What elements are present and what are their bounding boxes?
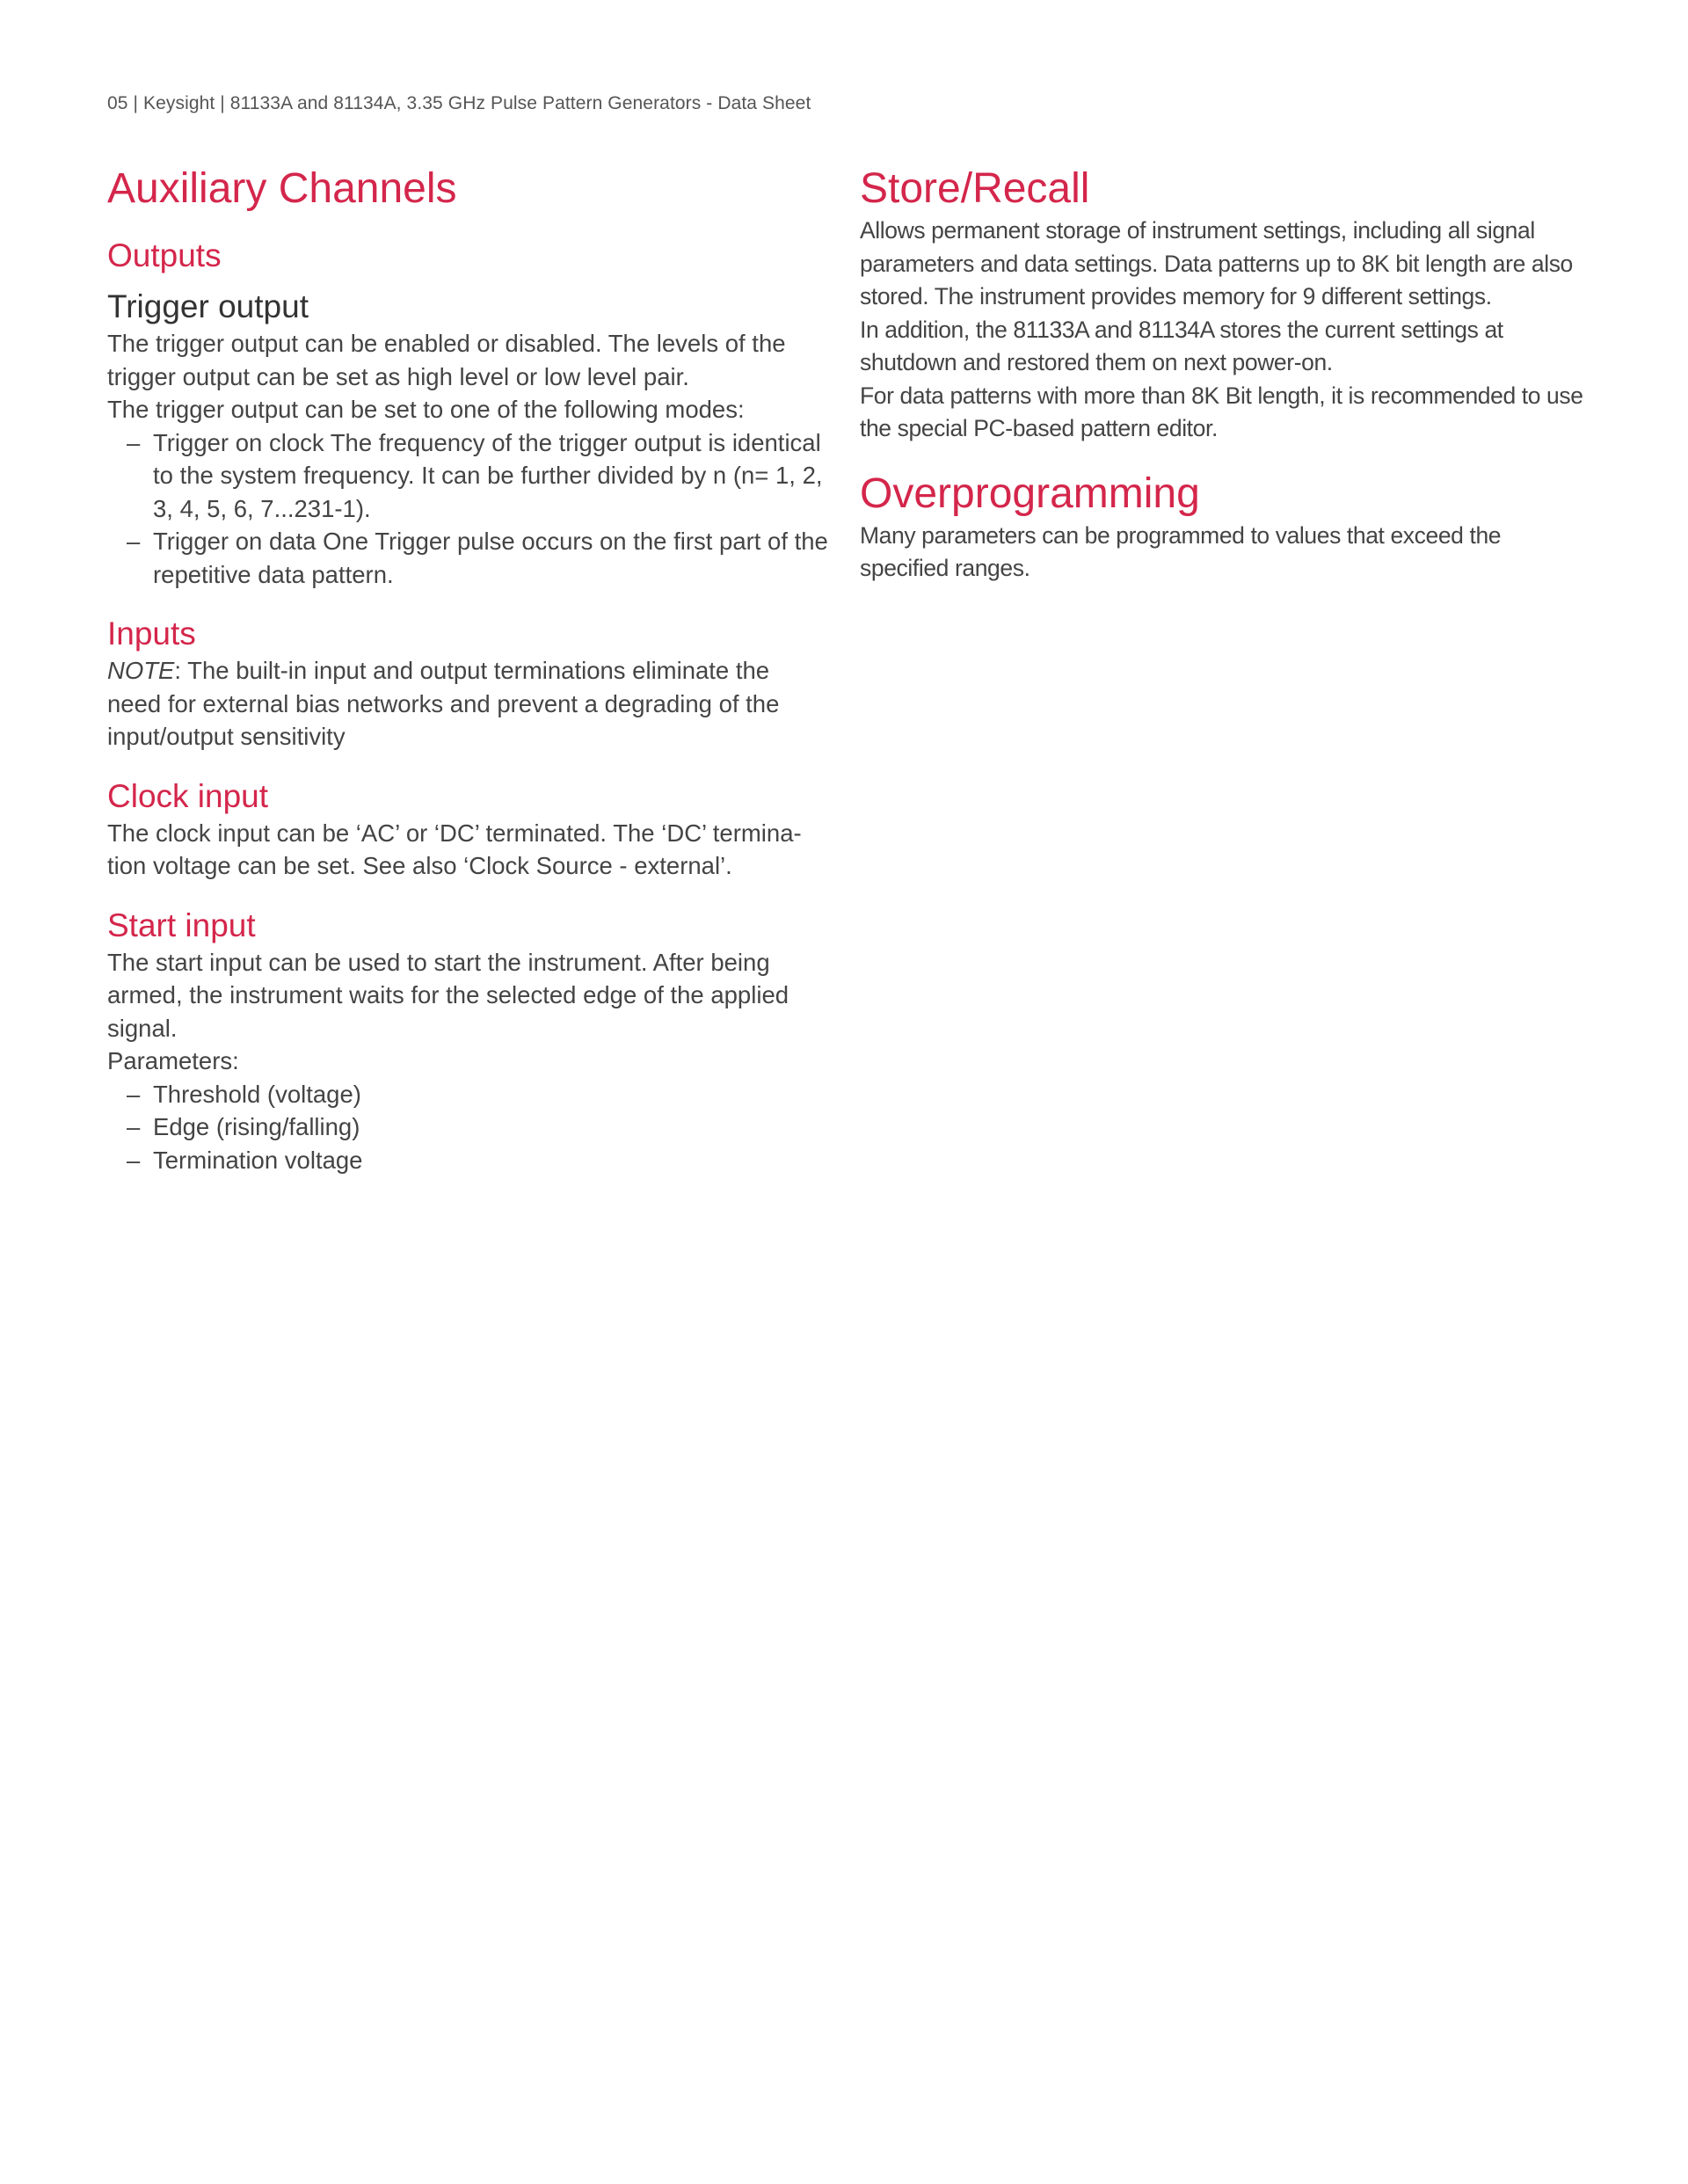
dash-bullet: –	[127, 528, 141, 555]
store-recall-para-1: Allows permanent storage of instrument settings, including all signal parameters and data settings. Data patterns up to 8K bit length are also stored. The instrument provides memory for 9 different settings.	[860, 217, 1573, 309]
page-header: 05 | Keysight | 81133A and 81134A, 3.35 GHz Pulse Pattern Generators - Data Sheet	[107, 93, 811, 113]
right-column	[860, 164, 1590, 586]
list-item: – Edge (rising/falling)	[153, 1110, 828, 1144]
list-item: – Termination voltage	[153, 1144, 828, 1177]
heading-outputs: Outputs	[107, 237, 222, 273]
note-text: : The built-in input and output terminations eliminate the need for external bias networks and prevent a degrading of the input/output sensitivity	[107, 657, 780, 750]
clock-input-text: The clock input can be ‘AC’ or ‘DC’ terminated. The ‘DC’ termina- tion voltage can be set. See also ‘Clock Source - external’.	[107, 819, 802, 879]
dash-bullet: –	[127, 428, 141, 456]
trigger-output-para-2: The trigger output can be set to one of the following modes:	[107, 396, 745, 423]
trigger-modes-list	[107, 426, 828, 592]
heading-inputs: Inputs	[107, 615, 196, 652]
heading-trigger-output: Trigger output	[107, 288, 309, 324]
store-recall-para-2: In addition, the 81133A and 81134A stores the current settings at shutdown and restored them on next power-on.	[860, 316, 1503, 375]
list-item: – Trigger on data One Trigger pulse occurs on the first part of the repetitive data pattern.	[153, 525, 828, 591]
inputs-note	[107, 654, 828, 753]
parameters-list	[107, 1078, 828, 1177]
dash-bullet: –	[127, 1146, 141, 1174]
store-recall-para-3: For data patterns with more than 8K Bit length, it is recommended to use the special PC-based pattern editor.	[860, 382, 1583, 441]
heading-start-input: Start input	[107, 906, 256, 943]
heading-clock-input: Clock input	[107, 777, 269, 814]
dash-bullet: –	[127, 1080, 141, 1108]
left-column	[107, 164, 828, 1176]
list-item: – Threshold (voltage)	[153, 1078, 828, 1111]
trigger-output-para-1: The trigger output can be enabled or disabled. The levels of the trigger output can be set as high level or low level pair.	[107, 330, 786, 390]
parameters-label: Parameters:	[107, 1047, 239, 1074]
overprogramming-text: Many parameters can be programmed to values that exceed the specified ranges.	[860, 521, 1502, 581]
start-input-text: The start input can be used to start the instrument. After being armed, the instrument waits for the selected edge of the applied signal.	[107, 948, 789, 1042]
section-title-auxiliary-channels: Auxiliary Channels	[107, 165, 457, 212]
section-title-overprogramming: Overprogramming	[860, 470, 1200, 517]
note-label: NOTE	[107, 657, 175, 684]
dash-bullet: –	[127, 1113, 141, 1140]
section-title-store-recall: Store/Recall	[860, 165, 1090, 212]
list-item: – Trigger on clock The frequency of the trigger output is identical to the system frequency. It can be further divided by n (n= 1, 2, 3, 4, 5, 6, 7...231-1).	[153, 426, 828, 526]
